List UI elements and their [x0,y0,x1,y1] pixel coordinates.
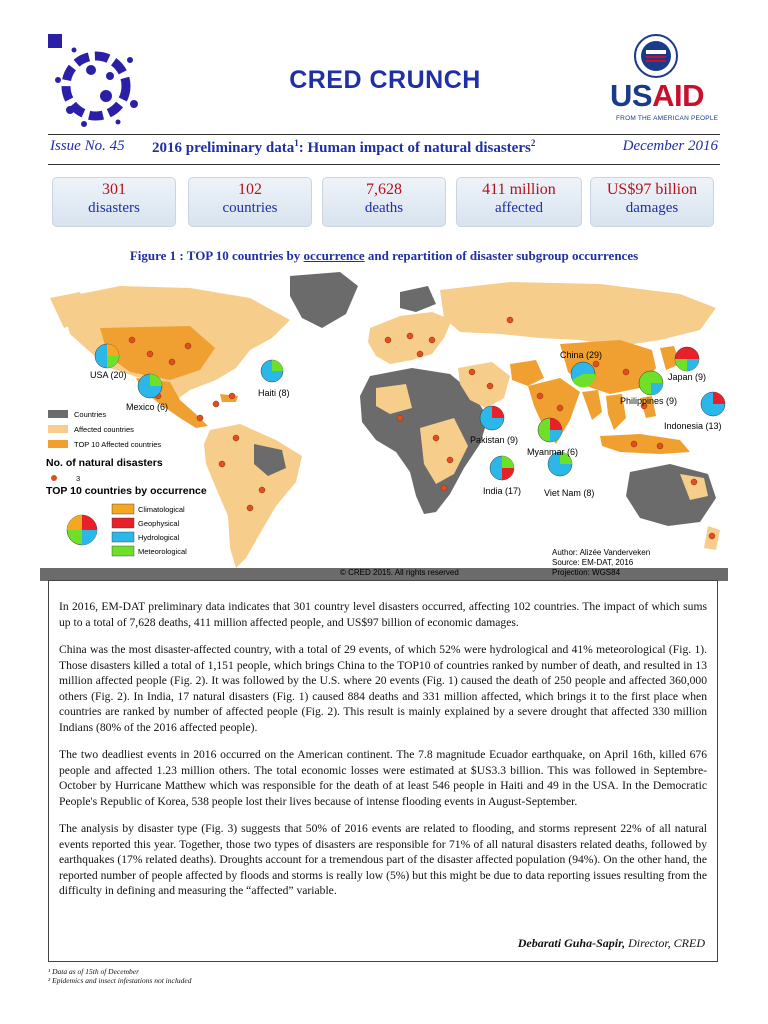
world-disaster-map [40,268,728,581]
signature: Debarati Guha-Sapir, Director, CRED [517,936,705,950]
newsletter-title: CRED CRUNCH [289,66,481,94]
svg-text:Geophysical: Geophysical [138,519,180,528]
usaid-logo [600,34,730,130]
stat-deaths: 7,628 deaths [322,177,446,227]
header-rule-bottom [48,164,720,165]
label-mexico: Mexico (6) [126,402,169,412]
stat-damages: US$97 billion damages [590,177,714,227]
paragraph-1: In 2016, EM-DAT preliminary data indicates that 301 country level disasters occurred, affecting 102 countries. The impact of which sums up to a total of 7,628 deaths, 411 million affected people, and US$97 billion of economic damages. [59,600,707,629]
land-russia [440,282,716,346]
label-japan: Japan (9) [668,372,707,382]
figure-caption: Figure 1 : TOP 10 countries by occurrence and repartition of disaster subgroup occurrences [129,248,639,263]
svg-text:Countries: Countries [74,410,107,419]
pie-haiti [261,360,283,382]
label-myanmar: Myanmar (6) [527,447,579,457]
svg-text:Climatological: Climatological [138,505,185,514]
stat-disasters: 301 disasters [52,177,176,227]
label-china: China (29) [560,350,603,360]
pie-india [490,456,514,480]
map-projection: Projection: WGS84 [552,568,621,577]
usaid-seal-icon [634,34,678,78]
usaid-tagline: FROM THE AMERICAN PEOPLE [616,115,719,122]
pie-pakistan [480,406,504,430]
svg-text:3: 3 [76,474,81,483]
pie-indonesia [701,392,725,416]
label-usa: USA (20) [90,370,127,380]
svg-text:Hydrological: Hydrological [138,533,180,542]
label-indonesia: Indonesia (13) [664,421,722,431]
svg-text:TOP 10 Affected countries: TOP 10 Affected countries [74,440,162,449]
stat-countries: 102 countries [188,177,312,227]
label-vietnam: Viet Nam (8) [544,488,595,498]
svg-text:Meteorological: Meteorological [138,547,187,556]
cred-logo [44,30,144,130]
pie-philippines [639,371,663,395]
paragraph-3: The two deadliest events in 2016 occurred on the American continent. The 7.8 magnitude Ecuador earthquake, on April 16th, killed 676 people and affected 1.23 million others. The total economic losses were estimated at $US3.3 billion. This was followed in Septembre-October by Hurricane Matthew which was responsible for the death of at least 546 people in Haiti and 49 in the USA. In the Democratic People's Republic of Korea, 538 people lost their lives because of intense flooding events in August-September. [59,748,707,808]
pie-mexico [138,374,162,398]
legend-pie-icon [67,515,97,545]
map-legend [46,410,207,556]
land-greenland [290,272,358,328]
land-myanmar [582,390,602,420]
summary-textbox [48,580,718,962]
paragraph-4: The analysis by disaster type (Fig. 3) suggests that 50% of 2016 events are related to flooding, and storms represent 22% of all natural events reported this year. Together, those two types of disasters are responsible for 71% of all natural disasters related deaths, followed by earthquakes (17% related deaths). Droughts account for a tremendous part of the disaster affected population (94%). On the other hand, the reported number of people affected by floods and storms is really low (5%) but this might be due to data reporting issues resulting from the difficulty in defining and measuring the “affected” variable. [59,822,707,897]
label-pakistan: Pakistan (9) [470,435,519,445]
usaid-wordmark: USAID [610,78,704,113]
stat-affected: 411 million affected [456,177,582,227]
issue-number: Issue No. 45 [50,138,125,154]
label-india: India (17) [483,486,522,496]
footnote-1: ¹ Data as of 15th of December [48,967,139,976]
label-haiti: Haiti (8) [258,388,290,398]
map-author: Author: Alizée Vanderveken [552,548,651,557]
svg-text:TOP 10 countries by occurrence: TOP 10 countries by occurrence [46,485,207,497]
footnote-2: ² Epidemics and insect infestations not included [48,976,192,985]
land-south-america [204,424,302,568]
land-indonesia [600,434,690,454]
svg-text:No. of natural disasters: No. of natural disasters [46,457,163,469]
pie-myanmar [538,418,562,442]
land-pakistan [510,360,544,386]
svg-text:Affected countries: Affected countries [74,425,134,434]
issue-date: December 2016 [622,138,718,154]
header-rule-top [48,134,720,135]
issue-line [48,138,720,162]
paragraph-2: China was the most disaster-affected country, with a total of 29 events, of which 52% were hydrological and 41% meteorological (Fig. 1). Those disasters killed a total of 1,151 people, which brings China to the TOP10 of countries ranked by number of death, and resulted in 13 million affected people (Fig. 2). It was followed by the U.S. where 20 events (Fig. 1) caused the death of 250 people and affected 360,000 others (Fig. 2). In India, 17 natural disasters (Fig. 1) caused 884 deaths and 331 million affected, which brings it to the first place when countries are ranked by number of affected people (Fig. 2). This result is mainly explained by a severe drought that affected 330 million Indians (80% of the 2016 affected people). [59,643,707,734]
pie-china [571,362,595,387]
footnotes [48,967,191,985]
pie-japan [675,347,699,371]
land-scandinavia [400,286,436,312]
label-philippines: Philippines (9) [620,396,678,406]
issue-title: 2016 preliminary data$^1$: Human impact of natural disasters$^2$ [152,138,536,156]
map-source: Source: EM-DAT, 2016 [552,558,634,567]
pie-usa [95,344,119,368]
map-copyright: © CRED 2015. All rights reserved [340,568,459,577]
